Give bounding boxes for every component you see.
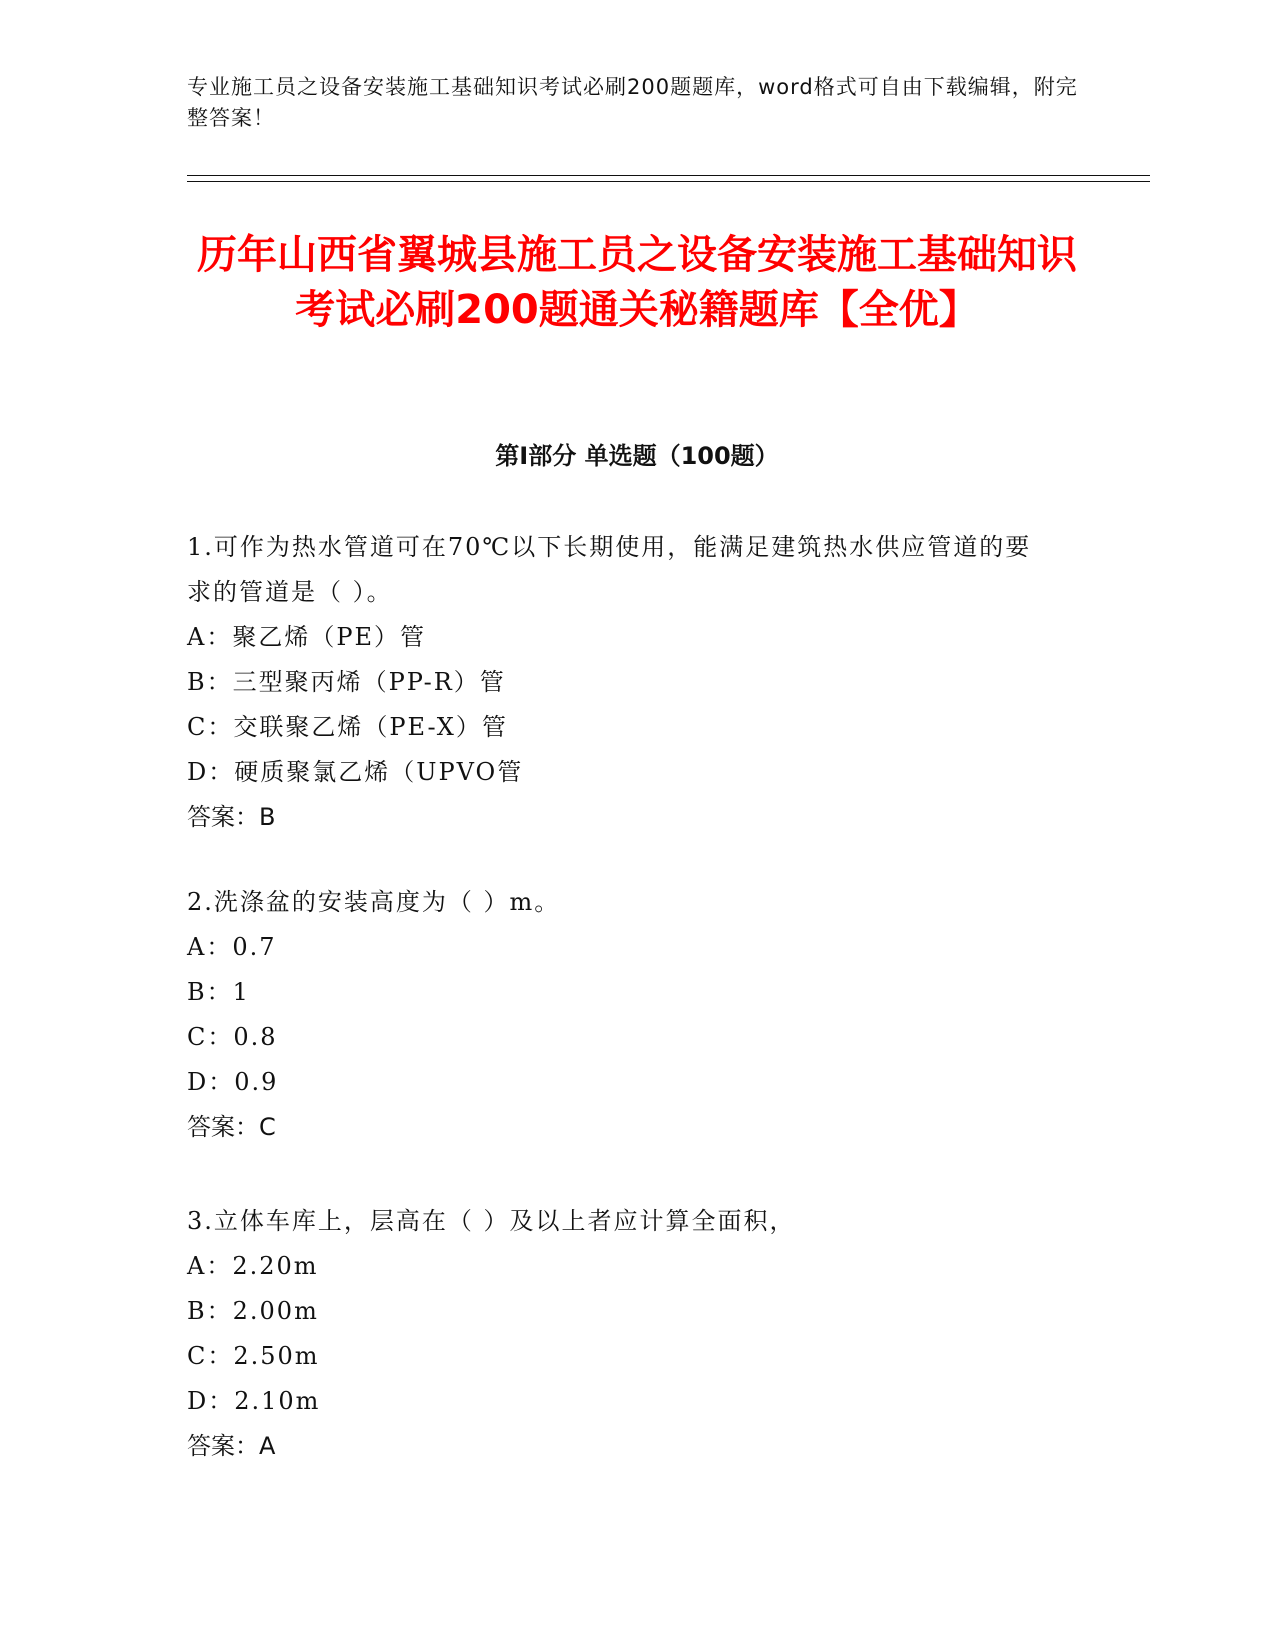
question-block	[187, 1199, 1057, 1469]
header-divider-top	[187, 175, 1150, 176]
answer-line: 答案：B	[187, 803, 276, 831]
option-b: B：三型聚丙烯（PP-R）管	[187, 668, 506, 696]
question-block	[187, 525, 1057, 840]
option-a: A：2.20m	[187, 1252, 319, 1280]
option-b: B：2.00m	[187, 1297, 319, 1325]
option-a: A：聚乙烯（PE）管	[187, 623, 426, 651]
option-d: D：硬质聚氯乙烯（UPVO管	[187, 758, 524, 786]
question-stem: 2.洗涤盆的安装高度为（ ）m。	[187, 888, 561, 916]
question-block	[187, 880, 1057, 1150]
option-a: A：0.7	[187, 933, 277, 961]
question-stem: 1.可作为热水管道可在70℃以下长期使用，能满足建筑热水供应管道的要求的管道是（ ）。	[187, 533, 1032, 606]
option-c: C：交联聚乙烯（PE-X）管	[187, 713, 508, 741]
option-d: D：0.9	[187, 1068, 279, 1096]
section-title: 第Ⅰ部分 单选题（100题）	[495, 442, 779, 470]
document-title: 历年山西省翼城县施工员之设备安装施工基础知识考试必刷200题通关秘籍题库【全优】	[197, 232, 1077, 333]
option-d: D：2.10m	[187, 1387, 321, 1415]
header-note: 专业施工员之设备安装施工基础知识考试必刷200题题库，word格式可自由下载编辑，附完整答案！	[187, 75, 1078, 130]
option-c: C：2.50m	[187, 1342, 320, 1370]
option-b: B：1	[187, 978, 250, 1006]
answer-line: 答案：C	[187, 1113, 276, 1141]
question-stem: 3.立体车库上，层高在（ ）及以上者应计算全面积，	[187, 1207, 796, 1235]
answer-line: 答案：A	[187, 1432, 276, 1460]
header-divider-bottom	[187, 181, 1150, 182]
option-c: C：0.8	[187, 1023, 278, 1051]
